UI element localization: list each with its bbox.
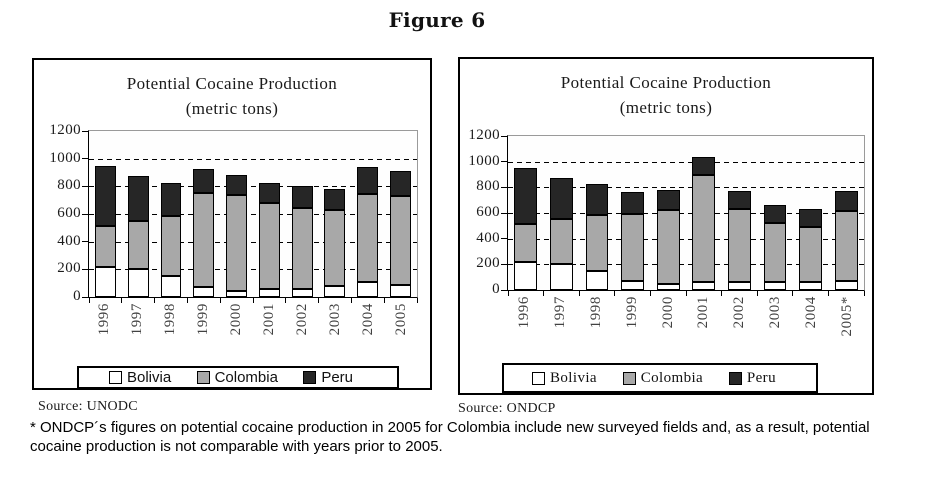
x-axis-label: 2005* xyxy=(838,296,855,337)
x-label-cell xyxy=(543,296,579,354)
bar-slot xyxy=(828,136,864,290)
bar-segment-bolivia xyxy=(161,276,182,297)
bar-segment-bolivia xyxy=(550,264,573,290)
stacked-bar-2003 xyxy=(324,131,345,297)
y-axis-label: 1000 xyxy=(468,152,500,169)
stacked-bar-1997 xyxy=(550,136,573,290)
bar-slot xyxy=(220,131,253,297)
bar-segment-peru xyxy=(161,183,182,216)
bolivia-swatch xyxy=(109,371,122,384)
bar-segment-colombia xyxy=(799,227,822,282)
stacked-bar-1997 xyxy=(128,131,149,297)
stacked-bar-2002 xyxy=(292,131,313,297)
bar-slot xyxy=(122,131,155,297)
x-label-cell xyxy=(154,303,187,357)
x-axis-label: 2004 xyxy=(802,296,819,329)
stacked-bar-2005 xyxy=(390,131,411,297)
x-label-cell xyxy=(352,303,385,357)
bar-segment-colombia xyxy=(357,194,378,283)
bar-segment-colombia xyxy=(226,195,247,291)
bar-segment-peru xyxy=(799,209,822,226)
y-axis-tick xyxy=(82,158,88,159)
x-axis-label: 2000 xyxy=(228,303,244,336)
bar-slot xyxy=(544,136,580,290)
stacked-bar-2003 xyxy=(764,136,787,290)
bar-segment-peru xyxy=(764,205,787,223)
unodc-chart-panel xyxy=(32,58,432,390)
y-axis-tick xyxy=(501,290,507,291)
x-label-cell xyxy=(507,296,543,354)
y-axis-tick xyxy=(82,214,88,215)
bar-segment-colombia xyxy=(292,208,313,288)
source-label-unodc: Source: UNODC xyxy=(38,399,138,414)
x-label-cell xyxy=(253,303,286,357)
bar-slot xyxy=(650,136,686,290)
bar-slot xyxy=(351,131,384,297)
y-axis-label: 800 xyxy=(57,177,81,194)
bar-slot xyxy=(793,136,829,290)
bar-segment-bolivia xyxy=(292,289,313,297)
bar-segment-colombia xyxy=(586,215,609,271)
bar-segment-bolivia xyxy=(514,262,537,290)
figure-title: Figure 6 xyxy=(388,8,486,32)
bar-segment-colombia xyxy=(390,196,411,285)
plot-area xyxy=(468,127,865,297)
bar-segment-bolivia xyxy=(692,282,715,290)
y-axis-label: 0 xyxy=(73,288,81,304)
stacked-bar-2004 xyxy=(357,131,378,297)
y-axis-label: 600 xyxy=(476,204,500,220)
legend-item-bolivia xyxy=(532,370,597,387)
bar-segment-bolivia xyxy=(226,291,247,297)
bar-segment-colombia xyxy=(193,193,214,287)
bar-segment-bolivia xyxy=(621,281,644,290)
bar-segment-bolivia xyxy=(799,282,822,290)
stacked-bar-1996 xyxy=(514,136,537,290)
legend-label: Colombia xyxy=(214,369,278,386)
x-axis-label: 2000 xyxy=(659,296,676,329)
colombia-swatch xyxy=(197,371,210,384)
stacked-bar-2002 xyxy=(728,136,751,290)
bar-segment-bolivia xyxy=(95,267,116,297)
legend-item-bolivia xyxy=(109,369,171,386)
bar-segment-peru xyxy=(324,189,345,210)
bar-segment-peru xyxy=(514,168,537,224)
colombia-swatch xyxy=(623,372,636,385)
bar-slot xyxy=(615,136,651,290)
stacked-bar-1996 xyxy=(95,131,116,297)
chart-title xyxy=(34,72,430,121)
bar-segment-bolivia xyxy=(128,269,149,297)
x-label-cell xyxy=(286,303,319,357)
x-label-cell xyxy=(88,303,121,357)
y-axis-label: 1000 xyxy=(49,149,81,166)
bar-segment-bolivia xyxy=(764,282,787,290)
chart-title-line1: Potential Cocaine Production xyxy=(560,73,772,92)
y-axis-tick xyxy=(82,297,88,298)
y-axis-label: 200 xyxy=(476,255,500,272)
bar-segment-colombia xyxy=(621,214,644,281)
bar-slot xyxy=(508,136,544,290)
x-axis-labels xyxy=(507,296,865,354)
bolivia-swatch xyxy=(532,372,545,385)
bar-segment-bolivia xyxy=(586,271,609,290)
bar-segment-colombia xyxy=(657,210,680,284)
y-axis-tick xyxy=(501,161,507,162)
y-axis-tick xyxy=(501,213,507,214)
stacked-bar-2001 xyxy=(692,136,715,290)
x-axis-labels xyxy=(88,303,418,357)
bar-segment-colombia xyxy=(692,175,715,283)
x-label-cell xyxy=(121,303,154,357)
bar-segment-bolivia xyxy=(357,282,378,297)
bar-slot xyxy=(579,136,615,290)
stacked-bar-1998 xyxy=(586,136,609,290)
bar-segment-bolivia xyxy=(324,286,345,297)
bar-slot xyxy=(253,131,286,297)
bar-slot xyxy=(187,131,220,297)
bar-segment-peru xyxy=(728,191,751,209)
y-axis-tick xyxy=(501,238,507,239)
y-axis-tick xyxy=(501,187,507,188)
x-label-cell xyxy=(793,296,829,354)
bar-segment-bolivia xyxy=(259,289,280,297)
legend xyxy=(502,363,818,393)
y-axis-label: 200 xyxy=(57,260,81,277)
legend-item-peru xyxy=(303,369,353,386)
plot-area xyxy=(49,122,418,304)
bar-segment-peru xyxy=(692,157,715,175)
bar-segment-bolivia xyxy=(657,284,680,290)
x-axis-label: 2002 xyxy=(731,296,748,329)
bar-segment-colombia xyxy=(161,216,182,276)
bar-segment-peru xyxy=(550,178,573,220)
chart-title-line2: (metric tons) xyxy=(619,97,713,117)
bar-segment-colombia xyxy=(728,209,751,282)
ondcp-chart-panel xyxy=(458,57,874,395)
bar-segment-bolivia xyxy=(390,285,411,297)
chart-title-line1: Potential Cocaine Production xyxy=(126,74,338,93)
y-axis-label: 1200 xyxy=(468,127,500,143)
y-axis-label: 1200 xyxy=(49,122,81,138)
peru-swatch xyxy=(729,372,742,385)
y-axis-label: 400 xyxy=(476,229,500,246)
y-axis-label: 400 xyxy=(57,232,81,249)
stacked-bar-2000 xyxy=(657,136,680,290)
x-label-cell xyxy=(187,303,220,357)
y-axis-tick xyxy=(82,131,88,132)
x-label-cell xyxy=(579,296,615,354)
x-label-cell xyxy=(385,303,418,357)
bar-segment-colombia xyxy=(259,203,280,288)
stacked-bar-1999 xyxy=(621,136,644,290)
y-axis-tick xyxy=(501,264,507,265)
bar-slot xyxy=(89,131,122,297)
bar-slot xyxy=(722,136,758,290)
x-axis-label: 1998 xyxy=(162,303,178,336)
legend-label: Peru xyxy=(321,369,353,386)
chart-title xyxy=(460,71,872,120)
x-label-cell xyxy=(614,296,650,354)
y-axis-label: 800 xyxy=(476,178,500,195)
bar-segment-colombia xyxy=(550,219,573,264)
peru-swatch xyxy=(303,371,316,384)
y-axis-tick xyxy=(501,136,507,137)
bar-slot xyxy=(286,131,319,297)
x-label-cell xyxy=(758,296,794,354)
legend-item-colombia xyxy=(197,369,278,386)
stacked-bar-1999 xyxy=(193,131,214,297)
stacked-bar-2004 xyxy=(799,136,822,290)
x-axis-label: 2001 xyxy=(695,296,712,329)
bar-segment-peru xyxy=(128,176,149,221)
bar-segment-colombia xyxy=(95,226,116,268)
bar-segment-peru xyxy=(292,186,313,208)
x-axis-label: 2005 xyxy=(393,303,409,336)
bar-segment-bolivia xyxy=(193,287,214,297)
x-label-cell xyxy=(722,296,758,354)
bar-segment-peru xyxy=(835,191,858,212)
x-axis-label: 1999 xyxy=(195,303,211,336)
x-label-cell xyxy=(650,296,686,354)
x-axis-label: 2001 xyxy=(261,303,277,336)
bar-segment-bolivia xyxy=(835,281,858,290)
bar-segment-peru xyxy=(621,192,644,214)
legend-item-peru xyxy=(729,370,776,387)
bar-segment-peru xyxy=(226,175,247,195)
legend-label: Bolivia xyxy=(550,369,597,386)
x-axis-label: 1997 xyxy=(129,303,145,336)
bar-segment-colombia xyxy=(514,224,537,263)
stacked-bar-2001 xyxy=(259,131,280,297)
legend-label: Colombia xyxy=(640,369,704,386)
stacked-bar-2000 xyxy=(226,131,247,297)
y-axis-tick xyxy=(82,269,88,270)
x-axis-label: 1997 xyxy=(552,296,569,329)
x-label-cell xyxy=(686,296,722,354)
x-axis-label: 1999 xyxy=(623,296,640,329)
bar-slot xyxy=(155,131,188,297)
source-label-ondcp: Source: ONDCP xyxy=(458,401,556,416)
bar-segment-peru xyxy=(193,169,214,193)
x-axis-label: 1996 xyxy=(96,303,112,336)
bar-segment-bolivia xyxy=(728,282,751,290)
bar-segment-peru xyxy=(95,166,116,226)
x-label-cell xyxy=(829,296,865,354)
legend-label: Bolivia xyxy=(127,369,172,386)
stacked-bar-2005* xyxy=(835,136,858,290)
legend xyxy=(77,366,399,389)
x-label-cell xyxy=(220,303,253,357)
stacked-bar-1998 xyxy=(161,131,182,297)
bar-segment-colombia xyxy=(835,211,858,281)
bar-segment-colombia xyxy=(128,221,149,269)
footnote-text: * ONDCP´s figures on potential cocaine production in 2005 for Colombia include new surveyed fields and, as a result, potential cocaine production is not comparable with years prior to 2005. xyxy=(30,419,870,456)
x-axis-label: 1996 xyxy=(516,296,533,329)
bar-slot xyxy=(319,131,352,297)
x-axis-label: 2003 xyxy=(327,303,343,336)
bar-slot xyxy=(757,136,793,290)
bar-segment-peru xyxy=(657,190,680,210)
bars-container xyxy=(89,131,417,297)
bars-container xyxy=(508,136,864,290)
bar-segment-colombia xyxy=(764,223,787,282)
legend-label: Peru xyxy=(746,369,776,386)
x-axis-label: 2002 xyxy=(294,303,310,336)
y-axis-label: 0 xyxy=(492,281,500,297)
y-axis-label: 600 xyxy=(57,205,81,221)
bar-segment-colombia xyxy=(324,210,345,286)
bar-segment-peru xyxy=(357,167,378,193)
chart-title-line2: (metric tons) xyxy=(185,98,279,118)
x-axis-label: 2004 xyxy=(360,303,376,336)
x-axis-label: 2003 xyxy=(766,296,783,329)
bar-slot xyxy=(384,131,417,297)
x-axis-label: 1998 xyxy=(587,296,604,329)
x-label-cell xyxy=(319,303,352,357)
bar-segment-peru xyxy=(586,184,609,215)
y-axis-tick xyxy=(82,186,88,187)
y-axis-tick xyxy=(82,241,88,242)
bar-segment-peru xyxy=(390,171,411,196)
bar-slot xyxy=(686,136,722,290)
bar-segment-peru xyxy=(259,183,280,204)
legend-item-colombia xyxy=(623,370,703,387)
